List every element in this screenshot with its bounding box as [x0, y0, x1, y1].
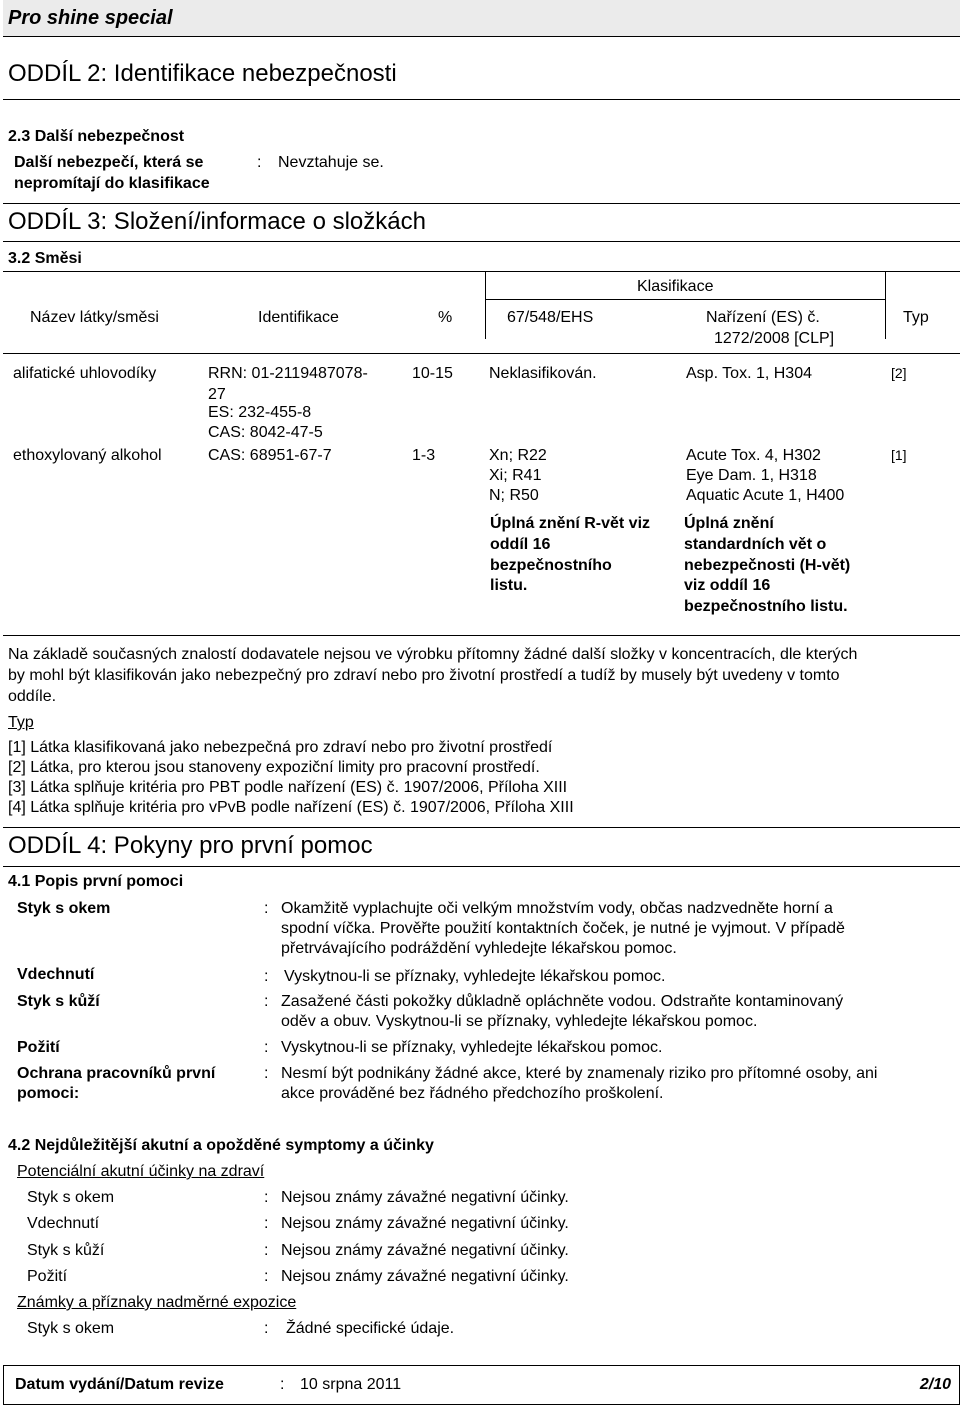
acute-effect-label: Požití	[27, 1268, 68, 1285]
table-grid-line	[485, 299, 885, 300]
type-legend-item: [3] Látka splňuje kritéria pro PBT podle nařízení (ES) č. 1907/2006, Příloha XIII	[8, 779, 568, 796]
concentration: 10-15	[412, 365, 453, 382]
table-bottom-border	[3, 635, 960, 636]
acute-effects-heading: Potenciální akutní účinky na zdraví	[17, 1163, 265, 1180]
r-phrases-note: bezpečnostního	[490, 557, 612, 574]
colon: :	[257, 154, 262, 171]
first-aid-text: akce prováděné bez řádného předchozího proškolení.	[281, 1085, 664, 1102]
first-aid-text: Nesmí být podnikány žádné akce, které by znamenaly riziko pro přítomné osoby, ani	[281, 1065, 878, 1082]
concentration: 1-3	[412, 447, 436, 464]
classification-group-header: Klasifikace	[637, 278, 714, 295]
divider	[3, 866, 960, 867]
colon: :	[280, 1376, 285, 1393]
col-header-name: Název látky/směsi	[30, 309, 159, 326]
table-header-bottom	[3, 353, 960, 354]
table-grid-line	[485, 271, 486, 339]
table-grid-line	[885, 271, 886, 339]
first-aid-label: Styk s okem	[17, 900, 111, 917]
overexposure-label: Styk s okem	[27, 1320, 115, 1337]
type-legend-item: [4] Látka splňuje kritéria pro vPvB podle nařízení (ES) č. 1907/2006, Příloha XIII	[8, 799, 574, 816]
acute-effect-value: Nejsou známy závažné negativní účinky.	[281, 1215, 569, 1232]
col-header-percent: %	[438, 309, 453, 326]
classification-67-548: Neklasifikován.	[489, 365, 597, 382]
section-4-2-subheading: 4.2 Nejdůležitější akutní a opožděné symptomy a účinky	[8, 1137, 434, 1154]
divider	[3, 99, 960, 100]
page-number: 2/10	[919, 1376, 951, 1393]
col-header-67-548: 67/548/EHS	[507, 309, 594, 326]
divider	[3, 203, 960, 204]
section-2-3-subheading: 2.3 Další nebezpečnost	[8, 128, 185, 145]
other-hazards-label: Další nebezpečí, která se	[14, 154, 204, 171]
first-aid-text: spodní víčka. Prověřte použití kontaktních čoček, je nutné je vyjmout. V případě	[281, 920, 845, 937]
first-aid-label: Vdechnutí	[17, 966, 95, 983]
type-legend-heading: Typ	[8, 714, 34, 731]
identification-line: ES: 232-455-8	[208, 404, 312, 421]
section-3-heading: ODDÍL 3: Složení/informace o složkách	[8, 208, 426, 235]
type-legend-item: [1] Látka klasifikovaná jako nebezpečná pro zdraví nebo pro životní prostředí	[8, 739, 553, 756]
composition-note: oddíle.	[8, 688, 57, 705]
classification-clp: Eye Dam. 1, H318	[686, 467, 817, 484]
first-aid-text: Vyskytnou-li se příznaky, vyhledejte lékařskou pomoc.	[281, 1039, 663, 1056]
h-phrases-note: Úplná znění	[684, 515, 774, 532]
identification-line: RRN: 01-2119487078-	[208, 365, 368, 382]
other-hazards-value: Nevztahuje se.	[278, 154, 384, 171]
section-4-1-subheading: 4.1 Popis první pomoci	[8, 873, 184, 890]
substance-name: ethoxylovaný alkohol	[13, 447, 162, 464]
colon: :	[264, 1039, 269, 1056]
composition-note: Na základě současných znalostí dodavatele nejsou ve výrobku přítomny žádné další složky v koncentracích, dle kterých	[8, 646, 858, 663]
first-aid-label: Ochrana pracovníků první	[17, 1065, 216, 1082]
col-header-identification: Identifikace	[258, 309, 339, 326]
table-top-border	[3, 271, 960, 272]
divider	[3, 827, 960, 828]
acute-effect-value: Nejsou známy závažné negativní účinky.	[281, 1268, 569, 1285]
classification-67-548: Xn; R22	[489, 447, 547, 464]
first-aid-label: Styk s kůží	[17, 993, 100, 1010]
identification-line: CAS: 8042-47-5	[208, 424, 323, 441]
first-aid-label-2: pomoci:	[17, 1085, 80, 1102]
classification-clp: Aquatic Acute 1, H400	[686, 487, 845, 504]
colon: :	[264, 1268, 269, 1285]
colon: :	[264, 968, 269, 985]
h-phrases-note: nebezpečnosti (H-vět)	[684, 557, 851, 574]
classification-clp: Acute Tox. 4, H302	[686, 447, 821, 464]
acute-effect-label: Vdechnutí	[27, 1215, 100, 1232]
type-legend-item: [2] Látka, pro kterou jsou stanoveny expoziční limity pro pracovní prostředí.	[8, 759, 540, 776]
document-footer	[3, 1365, 960, 1405]
acute-effect-value: Nejsou známy závažné negativní účinky.	[281, 1242, 569, 1259]
product-name: Pro shine special	[8, 7, 173, 29]
section-3-2-subheading: 3.2 Směsi	[8, 250, 82, 267]
section-2-heading: ODDÍL 2: Identifikace nebezpečnosti	[8, 60, 397, 87]
h-phrases-note: bezpečnostního listu.	[684, 598, 848, 615]
colon: :	[264, 993, 269, 1010]
colon: :	[264, 1189, 269, 1206]
colon: :	[264, 1242, 269, 1259]
colon: :	[264, 900, 269, 917]
col-header-clp-2: 1272/2008 [CLP]	[714, 330, 835, 347]
first-aid-text: Zasažené části pokožky důkladně opláchněte vodou. Odstraňte kontaminovaný	[281, 993, 844, 1010]
r-phrases-note: oddíl 16	[490, 536, 551, 553]
identification-line: CAS: 68951-67-7	[208, 447, 332, 464]
col-header-clp: Nařízení (ES) č.	[706, 309, 820, 326]
classification-clp: Asp. Tox. 1, H304	[686, 365, 812, 382]
classification-67-548: Xi; R41	[489, 467, 542, 484]
overexposure-value: Žádné specifické údaje.	[286, 1320, 455, 1337]
section-4-heading: ODDÍL 4: Pokyny pro první pomoc	[8, 832, 373, 859]
revision-date-label: Datum vydání/Datum revize	[15, 1376, 224, 1393]
acute-effect-label: Styk s okem	[27, 1189, 115, 1206]
h-phrases-note: viz oddíl 16	[684, 577, 771, 594]
acute-effect-label: Styk s kůží	[27, 1242, 105, 1259]
divider	[3, 241, 960, 242]
h-phrases-note: standardních vět o	[684, 536, 827, 553]
overexposure-heading: Známky a příznaky nadměrné expozice	[17, 1294, 297, 1311]
colon: :	[264, 1320, 269, 1337]
acute-effect-value: Nejsou známy závažné negativní účinky.	[281, 1189, 569, 1206]
first-aid-label: Požití	[17, 1039, 60, 1056]
type-code: [2]	[891, 365, 907, 381]
substance-name: alifatické uhlovodíky	[13, 365, 157, 382]
first-aid-text: přetrvávajícího podráždění vyhledejte lékařskou pomoc.	[281, 940, 677, 957]
r-phrases-note: Úplná znění R-vět viz	[490, 515, 651, 532]
first-aid-text: oděv a obuv. Vyskytnou-li se příznaky, vyhledejte lékařskou pomoc.	[281, 1013, 758, 1030]
colon: :	[264, 1065, 269, 1082]
colon: :	[264, 1215, 269, 1232]
document-header	[3, 0, 960, 37]
classification-67-548: N; R50	[489, 487, 539, 504]
r-phrases-note: listu.	[490, 577, 528, 594]
col-header-type: Typ	[903, 309, 929, 326]
type-code: [1]	[891, 447, 907, 463]
first-aid-text: Vyskytnou-li se příznaky, vyhledejte lékařskou pomoc.	[284, 968, 666, 985]
first-aid-text: Okamžitě vyplachujte oči velkým množstvím vody, občas nadzvedněte horní a	[281, 900, 833, 917]
composition-note: by mohl být klasifikován jako nebezpečný pro zdraví nebo pro životní prostředí a tudíž by musely být uvedeny v tomto	[8, 667, 840, 684]
identification-line: 27	[208, 386, 226, 403]
revision-date-value: 10 srpna 2011	[300, 1376, 402, 1393]
other-hazards-label-2: nepromítají do klasifikace	[14, 175, 210, 192]
